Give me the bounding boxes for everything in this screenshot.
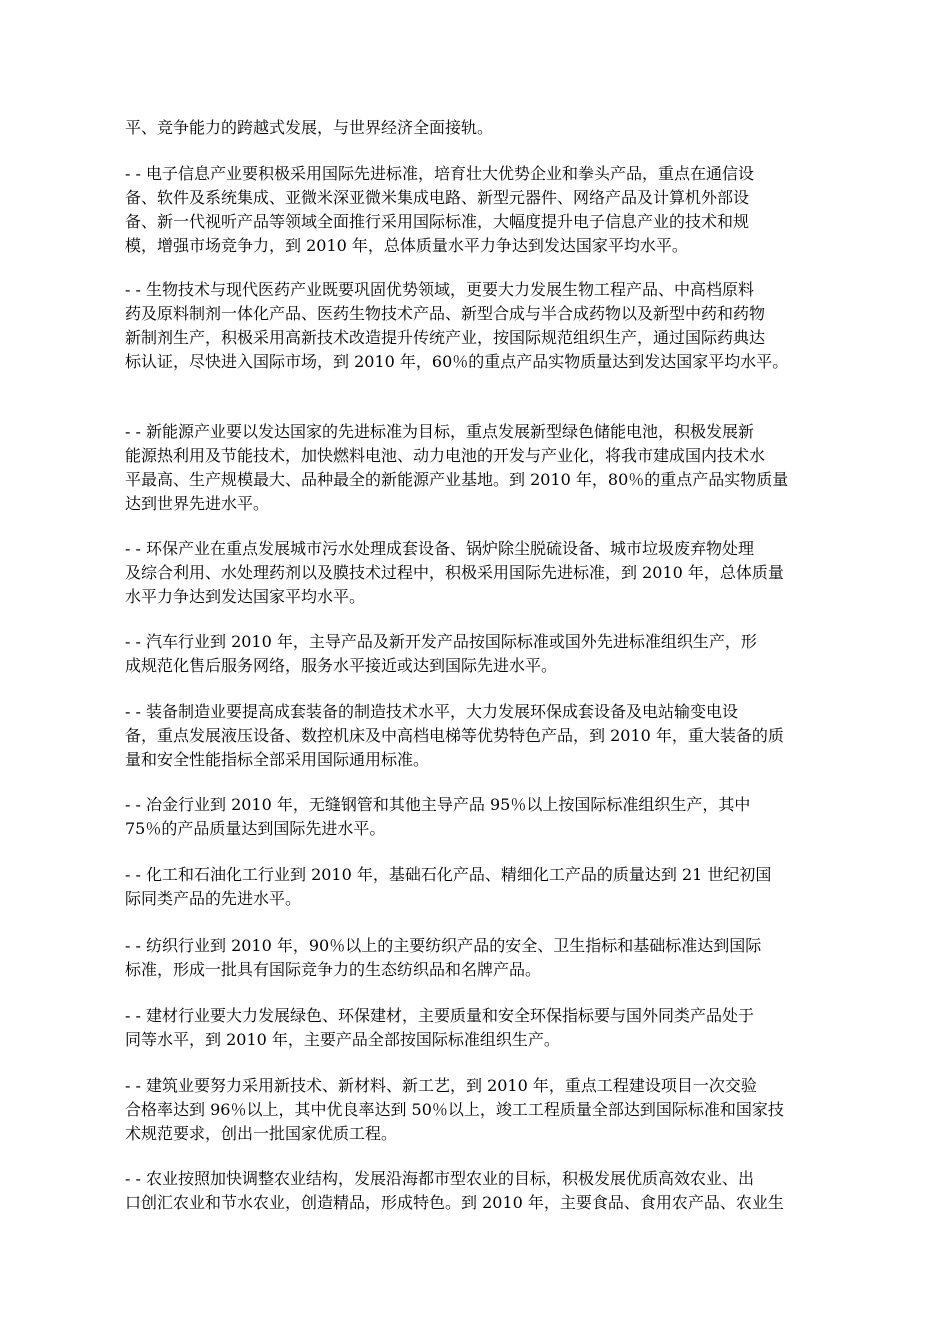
paragraph-metallurgy <box>125 793 837 841</box>
text-line: 标认证，尽快进入国际市场，到 2010 年，60％的重点产品实物质量达到发达国家平均水平。 <box>125 352 789 371</box>
text-line: - - 纺织行业到 2010 年，90％以上的主要纺织产品的安全、卫生指标和基础标准达到国际 <box>125 936 762 955</box>
text-line: 平、竞争能力的跨越式发展，与世界经济全面接轨。 <box>125 118 494 137</box>
paragraph-biotech <box>125 278 837 374</box>
text-line: - - 装备制造业要提高成套装备的制造技术水平，大力发展环保成套设备及电站输变电设 <box>125 702 738 721</box>
text-line: - - 农业按照加快调整农业结构，发展沿海都市型农业的目标，积极发展优质高效农业、出 <box>125 1169 754 1188</box>
text-line: 药及原料制剂一体化产品、医药生物技术产品、新型合成与半合成药物以及新型中药和药物 <box>125 304 766 323</box>
paragraph-chemical <box>125 863 837 911</box>
text-line: - - 建筑业要努力采用新技术、新材料、新工艺，到 2010 年，重点工程建设项目一次交验 <box>125 1076 757 1095</box>
text-line: - - 化工和石油化工行业到 2010 年，基础石化产品、精细化工产品的质量达到 21 世纪初国 <box>125 865 772 884</box>
text-line: 口创汇农业和节水农业，创造精品，形成特色。到 2010 年，主要食品、食用农产品、农业生 <box>125 1193 784 1212</box>
text-line: 能源热利用及节能技术，加快燃料电池、动力电池的开发与产业化，将我市建成国内技术水 <box>125 446 766 465</box>
text-line: 备，重点发展液压设备、数控机床及中高档电梯等优势特色产品，到 2010 年，重大装备的质 <box>125 726 784 745</box>
paragraph-textile <box>125 934 837 982</box>
paragraph-building-materials <box>125 1004 837 1052</box>
paragraph-environmental <box>125 537 837 609</box>
paragraph-automotive <box>125 630 837 678</box>
text-line: - - 生物技术与现代医药产业既要巩固优势领域，更要大力发展生物工程产品、中高档原料 <box>125 280 754 299</box>
text-line: - - 电子信息产业要积极采用国际先进标准，培育壮大优势企业和拳头产品，重点在通信设 <box>125 164 754 183</box>
text-line: - - 环保产业在重点发展城市污水处理成套设备、锅炉除尘脱硫设备、城市垃圾废弃物处理 <box>125 539 754 558</box>
paragraph-intro-tail <box>125 116 837 140</box>
text-line: 模，增强市场竞争力，到 2010 年，总体质量水平力争达到发达国家平均水平。 <box>125 236 688 255</box>
text-line: 平最高、生产规模最大、品种最全的新能源产业基地。到 2010 年，80％的重点产品实物质量 <box>125 470 789 489</box>
text-line: - - 汽车行业到 2010 年，主导产品及新开发产品按国际标准或国外先进标准组织生产，形 <box>125 632 757 651</box>
text-line: 成规范化售后服务网络，服务水平接近或达到国际先进水平。 <box>125 656 558 675</box>
text-line: 及综合利用、水处理药剂以及膜技术过程中，积极采用国际先进标准，到 2010 年，总体质量 <box>125 563 784 582</box>
text-line: 新制剂生产，积极采用高新技术改造提升传统产业，按国际规范组织生产，通过国际药典达 <box>125 328 766 347</box>
paragraph-new-energy <box>125 420 837 516</box>
text-line: 水平力争达到发达国家平均水平。 <box>125 587 366 606</box>
text-line: 际同类产品的先进水平。 <box>125 889 302 908</box>
text-line: - - 建材行业要大力发展绿色、环保建材，主要质量和安全环保指标要与国外同类产品处于 <box>125 1006 754 1025</box>
paragraph-electronics <box>125 162 837 258</box>
text-line: 合格率达到 96％以上，其中优良率达到 50％以上，竣工工程质量全部达到国际标准和国家技 <box>125 1100 784 1119</box>
text-line: 达到世界先进水平。 <box>125 494 270 513</box>
paragraph-equipment <box>125 700 837 772</box>
text-line: 标准，形成一批具有国际竞争力的生态纺织品和名牌产品。 <box>125 960 542 979</box>
text-line: 同等水平，到 2010 年，主要产品全部按国际标准组织生产。 <box>125 1030 560 1049</box>
paragraph-construction <box>125 1074 837 1146</box>
paragraph-agriculture <box>125 1167 837 1215</box>
text-line: 75％的产品质量达到国际先进水平。 <box>125 819 386 838</box>
text-line: - - 冶金行业到 2010 年，无缝钢管和其他主导产品 95％以上按国际标准组织生产，其中 <box>125 795 751 814</box>
text-line: 备、软件及系统集成、亚微米深亚微米集成电路、新型元器件、网络产品及计算机外部设 <box>125 188 750 207</box>
text-line: 术规范要求，创出一批国家优质工程。 <box>125 1124 398 1143</box>
text-line: 量和安全性能指标全部采用国际通用标准。 <box>125 750 430 769</box>
text-line: - - 新能源产业要以发达国家的先进标准为目标，重点发展新型绿色储能电池，积极发展新 <box>125 422 754 441</box>
text-line: 备、新一代视听产品等领域全面推行采用国际标准，大幅度提升电子信息产业的技术和规 <box>125 212 750 231</box>
